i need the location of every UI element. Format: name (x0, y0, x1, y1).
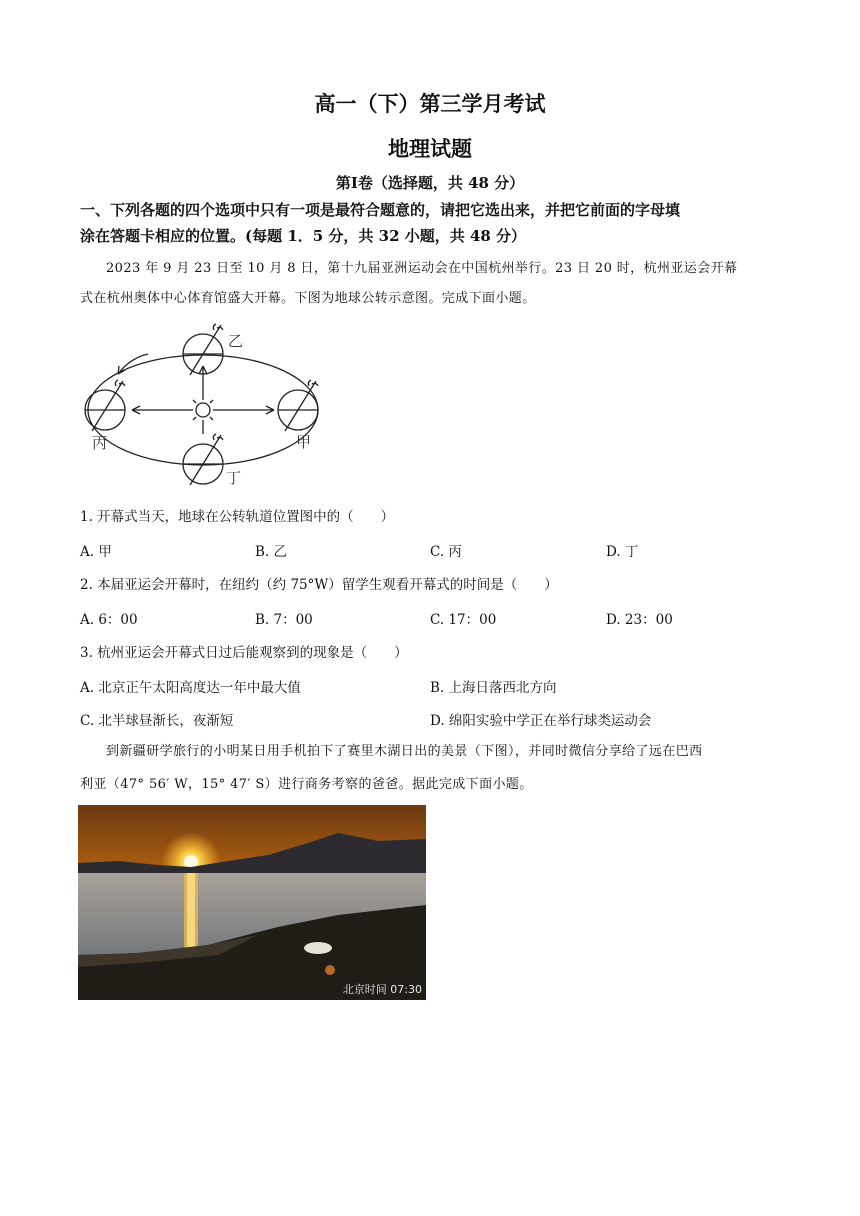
label-jia: 甲 (296, 433, 312, 451)
sun-icon (189, 396, 217, 424)
exam-title: 高一（下）第三学月考试 (314, 91, 546, 116)
section-instruction-line2: 涂在答题卡相应的位置。(每题 1．5 分，共 32 小题，共 48 分） (80, 227, 527, 245)
label-yi: 乙 (228, 332, 244, 350)
question-3-stem: 3. 杭州亚运会开幕式日过后能观察到的现象是（ ） (80, 645, 408, 661)
question-3-option-d: D. 绵阳实验中学正在举行球类运动会 (430, 713, 652, 729)
question-3-option-a: A. 北京正午太阳高度达一年中最大值 (80, 680, 301, 696)
photo-timestamp: 北京时间 07:30 (342, 983, 422, 996)
label-bing: 丙 (92, 434, 108, 452)
question-2-option-b: B. 7：00 (255, 612, 313, 628)
label-ding: 丁 (226, 469, 242, 487)
question-1-option-a: A. 甲 (80, 544, 112, 560)
question-1-option-d: D. 丁 (606, 544, 639, 560)
passage1-line1: 2023 年 9 月 23 日至 10 月 8 日，第十九届亚洲运动会在中国杭州举行。23 日 20 时，杭州亚运会开幕 (106, 261, 738, 276)
subject-title: 地理试题 (388, 136, 472, 161)
section-instruction-line1: 一、下列各题的四个选项中只有一项是最符合题意的，请把它选出来，并把它前面的字母填 (80, 201, 681, 219)
passage2-line1: 到新疆研学旅行的小明某日用手机拍下了赛里木湖日出的美景（下图），并同时微信分享给了远在巴西 (106, 744, 703, 759)
passage1-line2: 式在杭州奥体中心体育馆盛大开幕。下图为地球公转示意图。完成下面小题。 (80, 291, 536, 306)
question-1-stem: 1. 开幕式当天，地球在公转轨道位置图中的（ ） (80, 509, 395, 525)
earth-jia (278, 380, 318, 431)
question-2-option-a: A. 6：00 (80, 612, 138, 628)
question-2-option-d: D. 23：00 (606, 612, 673, 628)
earth-ding (183, 434, 223, 485)
sayram-lake-sunrise-photo (78, 805, 426, 1000)
question-1-option-c: C. 丙 (430, 544, 462, 560)
part-title: 第Ⅰ卷（选择题，共 48 分） (335, 174, 525, 192)
question-3-option-c: C. 北半球昼渐长，夜渐短 (80, 713, 234, 729)
question-3-option-b: B. 上海日落西北方向 (430, 680, 557, 696)
question-2-option-c: C. 17：00 (430, 612, 497, 628)
earth-revolution-diagram (78, 322, 328, 494)
question-1-option-b: B. 乙 (255, 544, 288, 560)
passage2-line2: 利亚（47° 56′ W，15° 47′ S）进行商务考察的爸爸。据此完成下面小题。 (80, 777, 533, 792)
question-2-stem: 2. 本届亚运会开幕时，在纽约（约 75°W）留学生观看开幕式的时间是（ ） (80, 577, 558, 593)
